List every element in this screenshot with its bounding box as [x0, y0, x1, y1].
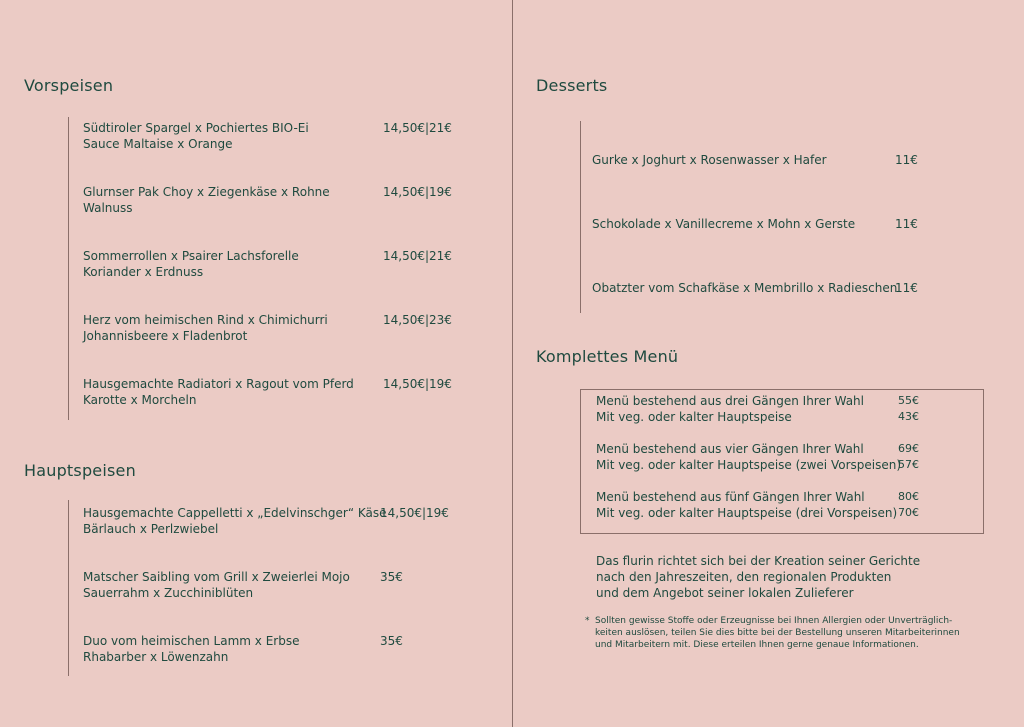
section-title-hauptspeisen: Hauptspeisen	[24, 461, 136, 480]
menu-option-text: Menü bestehend aus drei Gängen Ihrer Wahl	[596, 394, 864, 408]
menu-box	[580, 389, 984, 534]
section-title-komplettes-menu: Komplettes Menü	[536, 347, 679, 366]
item-details: Karotte x Morcheln	[83, 393, 197, 407]
hauptspeisen-divider	[68, 500, 69, 676]
menu-option-price: 69€	[898, 442, 919, 455]
item-name: Hausgemachte Cappelletti x „Edelvinschger“ Käse	[83, 506, 387, 520]
menu-option-text: Menü bestehend aus fünf Gängen Ihrer Wahl	[596, 490, 865, 504]
item-price: 11€	[895, 217, 918, 231]
item-name: Herz vom heimischen Rind x Chimichurri	[83, 313, 328, 327]
item-price: 14,50€|21€	[383, 249, 452, 263]
item-price: 14,50€|23€	[383, 313, 452, 327]
menu-option-text: Menü bestehend aus vier Gängen Ihrer Wahl	[596, 442, 864, 456]
item-price: 14,50€|21€	[383, 121, 452, 135]
item-price: 35€	[380, 634, 403, 648]
item-price: 14,50€|19€	[383, 185, 452, 199]
item-name: Duo vom heimischen Lamm x Erbse	[83, 634, 300, 648]
footnote-line: keiten auslösen, teilen Sie dies bitte bei der Bestellung unseren Mitarbeiterinnen	[595, 628, 960, 638]
vorspeisen-divider	[68, 117, 69, 420]
menu-option-price: 43€	[898, 410, 919, 423]
right-page	[513, 0, 1024, 727]
item-name: Glurnser Pak Choy x Ziegenkäse x Rohne	[83, 185, 330, 199]
footnote-line: und Mitarbeitern mit. Diese erteilen Ihnen gerne genaue Informationen.	[595, 640, 919, 650]
menu-option-price: 80€	[898, 490, 919, 503]
desserts-divider	[580, 121, 581, 313]
item-name: Südtiroler Spargel x Pochiertes BIO-Ei	[83, 121, 309, 135]
item-price: 11€	[895, 153, 918, 167]
section-title-vorspeisen: Vorspeisen	[24, 76, 114, 95]
menu-option-price: 57€	[898, 458, 919, 471]
item-name: Hausgemachte Radiatori x Ragout vom Pferd	[83, 377, 354, 391]
note-line: nach den Jahreszeiten, den regionalen Produkten	[596, 570, 892, 584]
item-price: 11€	[895, 281, 918, 295]
menu-option-price: 70€	[898, 506, 919, 519]
item-price: 35€	[380, 570, 403, 584]
menu-option-text: Mit veg. oder kalter Hauptspeise	[596, 410, 792, 424]
item-name: Obatzter vom Schafkäse x Membrillo x Radieschen	[592, 281, 898, 295]
item-details: Sauce Maltaise x Orange	[83, 137, 233, 151]
item-name: Schokolade x Vanillecreme x Mohn x Gerste	[592, 217, 856, 231]
item-details: Bärlauch x Perlzwiebel	[83, 522, 219, 536]
section-title-desserts: Desserts	[536, 76, 608, 95]
item-price: 14,50€|19€	[383, 377, 452, 391]
seasonal-note	[596, 553, 920, 601]
footnote-line: Sollten gewisse Stoffe oder Erzeugnisse bei Ihnen Allergien oder Unverträglich-	[595, 616, 953, 626]
menu-option-price: 55€	[898, 394, 919, 407]
item-details: Sauerrahm x Zucchiniblüten	[83, 586, 254, 600]
menu-option-text: Mit veg. oder kalter Hauptspeise (drei Vorspeisen)	[596, 506, 898, 520]
item-name: Sommerrollen x Psairer Lachsforelle	[83, 249, 299, 263]
item-price: 14,50€|19€	[380, 506, 449, 520]
item-name: Gurke x Joghurt x Rosenwasser x Hafer	[592, 153, 827, 167]
item-details: Johannisbeere x Fladenbrot	[83, 329, 248, 343]
item-details: Rhabarber x Löwenzahn	[83, 650, 229, 664]
footnote-marker: *	[585, 616, 590, 626]
menu-option-text: Mit veg. oder kalter Hauptspeise (zwei Vorspeisen)	[596, 458, 902, 472]
item-name: Matscher Saibling vom Grill x Zweierlei Mojo	[83, 570, 350, 584]
note-line: Das flurin richtet sich bei der Kreation seiner Gerichte	[596, 554, 921, 568]
note-line: und dem Angebot seiner lokalen Zulieferer	[596, 586, 854, 600]
item-details: Koriander x Erdnuss	[83, 265, 204, 279]
item-details: Walnuss	[83, 201, 133, 215]
